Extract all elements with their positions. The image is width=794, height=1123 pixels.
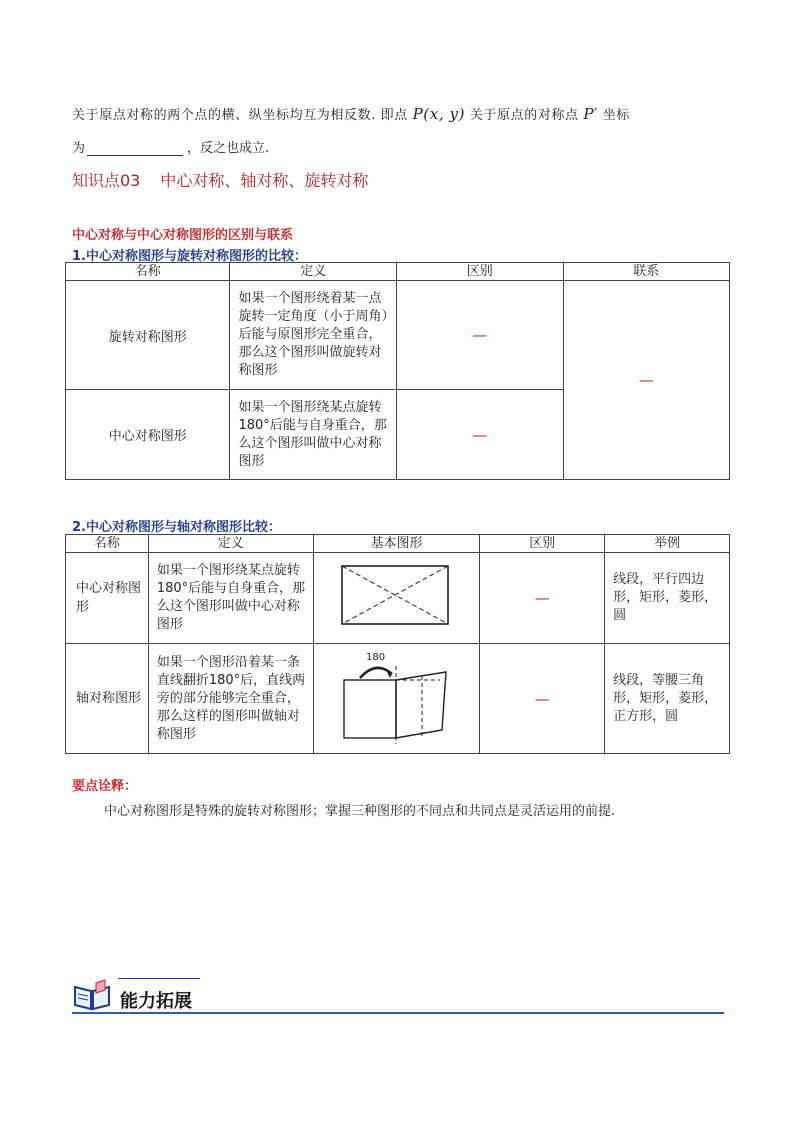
point-p-prime: P′ (583, 105, 599, 123)
intro-suffix: ，反之也成立. (187, 141, 270, 156)
table2-header: 举例 (605, 535, 730, 553)
table2-header-row (66, 535, 730, 553)
table1-header: 联系 (563, 263, 729, 281)
title-top-rule (118, 978, 200, 979)
table1-header: 定义 (230, 263, 397, 281)
point-p: P(x, y) (412, 105, 466, 123)
table1-header-row (66, 263, 730, 281)
row-diff: — (480, 553, 605, 644)
row-definition: 如果一个图形绕着某一点旋转一定角度（小于周角）后能与原图形完全重合，那么这个图形叫做旋转对称图形 (230, 281, 397, 390)
row-definition: 如果一个图形绕某点旋转180°后能与自身重合，那么这个图形叫做中心对称图形 (230, 390, 397, 480)
table2-header: 定义 (148, 535, 313, 553)
table1-heading: 1.中心对称图形与旋转对称图形的比较： (72, 249, 307, 264)
comparison-table-1 (65, 262, 730, 480)
intro-end: 坐标 (602, 108, 630, 123)
row-example: 线段，等腰三角形，矩形，菱形，正方形，圆 (605, 644, 730, 754)
key-point-text: 中心对称图形是特殊的旋转对称图形；掌握三种图形的不同点和共同点是灵活运用的前提. (104, 804, 616, 819)
row-name: 中心对称图形 (66, 390, 230, 480)
answer-blank[interactable] (87, 141, 183, 156)
table2-header: 基本图形 (313, 535, 480, 553)
knowledge-point-heading: 中心对称、轴对称、旋转对称 (160, 171, 369, 190)
row-name: 旋转对称图形 (66, 281, 230, 390)
row-name: 轴对称图形 (66, 644, 149, 754)
intro-line-2 (72, 137, 269, 156)
table2-heading: 2.中心对称图形与轴对称图形比较： (72, 520, 281, 535)
basic-figure-central (313, 553, 480, 644)
ability-section-header (72, 975, 724, 1015)
basic-figure-axial (313, 644, 480, 754)
row-definition: 如果一个图形沿着某一条直线翻折180°后，直线两旁的部分能够完全重合，那么这样的图形叫做轴对称图形 (148, 644, 313, 754)
row-diff: — (480, 644, 605, 754)
section-heading: 中心对称与中心对称图形的区别与联系 (72, 228, 294, 243)
intro-mid: 关于原点的对称点 (469, 108, 579, 123)
row-example: 线段，平行四边形，矩形，菱形，圆 (605, 553, 730, 644)
row-name: 中心对称图形 (66, 553, 149, 644)
comparison-table-2 (65, 534, 730, 754)
row-diff: — (397, 390, 563, 480)
central-symmetry-figure (340, 564, 452, 628)
row-definition: 如果一个图形绕某点旋转180°后能与自身重合，那么这个图形叫做中心对称图形 (148, 553, 313, 644)
rotation-label: 180 (366, 651, 386, 663)
table-row (66, 281, 730, 390)
book-icon (72, 979, 112, 1015)
table1-header: 区别 (397, 263, 563, 281)
intro-prefix: 为 (72, 141, 86, 156)
table2-header: 名称 (66, 535, 149, 553)
table2-header: 区别 (480, 535, 605, 553)
table-row (66, 644, 730, 754)
axial-symmetry-figure (336, 648, 456, 746)
knowledge-point-number: 知识点03 (72, 171, 141, 190)
table1-header: 名称 (66, 263, 230, 281)
key-point-label: 要点诠释： (72, 779, 138, 794)
relation-cell: — (563, 281, 729, 480)
intro-text: 关于原点对称的两个点的横、纵坐标均互为相反数. 即点 (72, 108, 408, 123)
row-diff: — (397, 281, 563, 390)
ability-title: 能力拓展 (120, 991, 192, 1012)
table-row (66, 553, 730, 644)
intro-line-1 (72, 104, 630, 123)
knowledge-point-title (72, 168, 368, 191)
section-divider (72, 1012, 724, 1014)
